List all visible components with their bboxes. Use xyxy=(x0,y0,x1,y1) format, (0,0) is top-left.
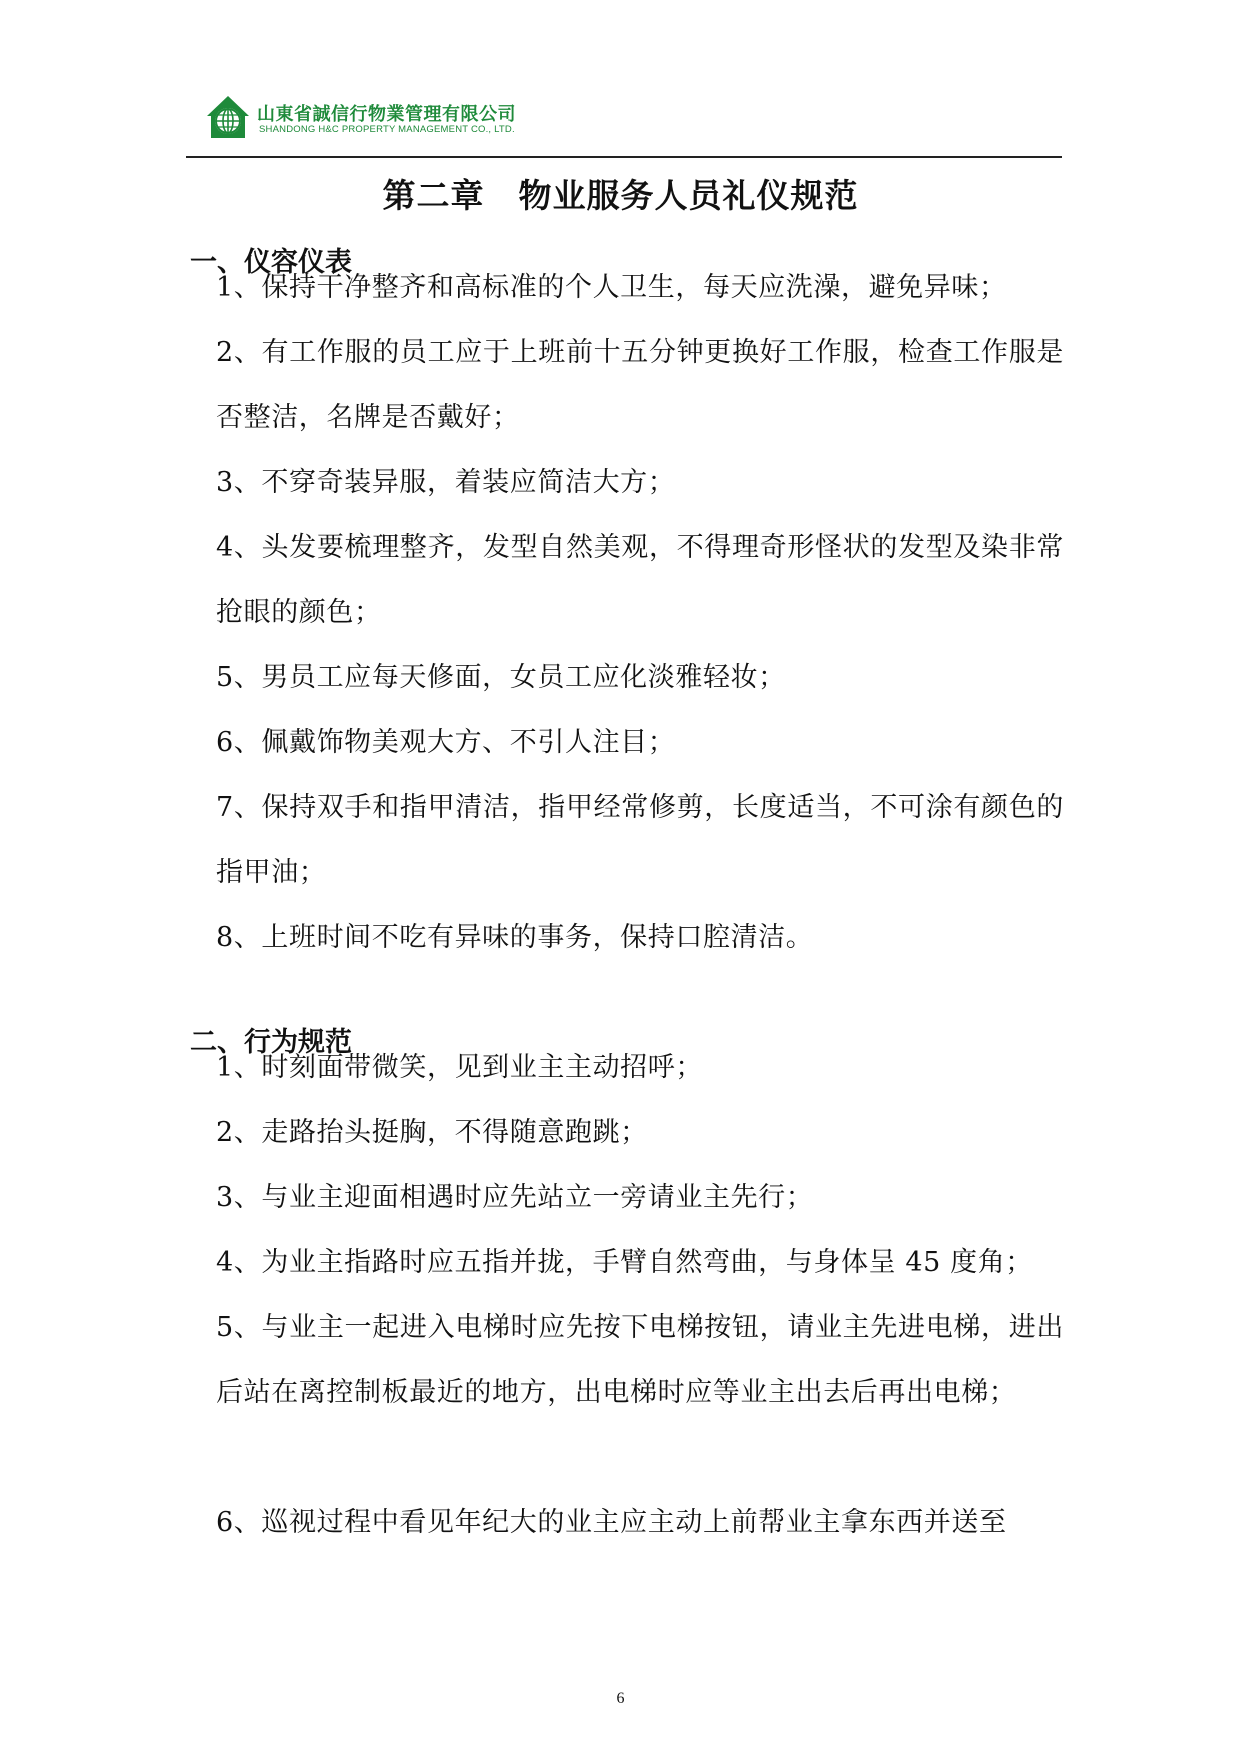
list-item: 1、保持干净整齐和高标准的个人卫生，每天应洗澡，避免异味； xyxy=(216,272,1007,303)
list-item: 3、不穿奇装异服，着装应简洁大方； xyxy=(216,467,676,498)
list-item: 1、时刻面带微笑，见到业主主动招呼； xyxy=(216,1052,703,1083)
page-header xyxy=(205,94,535,144)
header-divider xyxy=(186,156,1062,158)
company-name-cn: 山東省誠信行物業管理有限公司 xyxy=(257,104,516,125)
section-heading: 一、仪容仪表 xyxy=(190,247,352,278)
list-item: 5、与业主一起进入电梯时应先按下电梯按钮，请业主先进电梯，进出后站在离控制板最近的地方，出电梯时应等业主出去后再出电梯； xyxy=(216,1312,1064,1408)
section-heading: 二、行为规范 xyxy=(190,1027,352,1058)
list-item: 6、佩戴饰物美观大方、不引人注目； xyxy=(216,727,676,758)
list-item: 4、为业主指路时应五指并拢，手臂自然弯曲，与身体呈 45 度角； xyxy=(216,1247,1033,1278)
list-item: 6、巡视过程中看见年纪大的业主应主动上前帮业主拿东西并送至 xyxy=(216,1507,1007,1538)
list-item: 3、与业主迎面相遇时应先站立一旁请业主先行； xyxy=(216,1182,814,1213)
list-item: 2、有工作服的员工应于上班前十五分钟更换好工作服，检查工作服是否整洁，名牌是否戴好； xyxy=(216,337,1064,433)
list-item: 2、走路抬头挺胸，不得随意跑跳； xyxy=(216,1117,648,1148)
list-item: 7、保持双手和指甲清洁，指甲经常修剪，长度适当，不可涂有颜色的指甲油； xyxy=(216,792,1064,888)
page-number: 6 xyxy=(616,1690,625,1707)
chapter-title: 第二章 物业服务人员礼仪规范 xyxy=(382,176,859,215)
globe-house-logo-icon xyxy=(205,94,251,140)
list-item: 5、男员工应每天修面，女员工应化淡雅轻妆； xyxy=(216,662,786,693)
list-item: 8、上班时间不吃有异味的事务，保持口腔清洁。 xyxy=(216,922,814,953)
company-name-en: SHANDONG H&C PROPERTY MANAGEMENT CO., LTD. xyxy=(259,124,515,135)
list-item: 4、头发要梳理整齐，发型自然美观，不得理奇形怪状的发型及染非常抢眼的颜色； xyxy=(216,532,1064,628)
